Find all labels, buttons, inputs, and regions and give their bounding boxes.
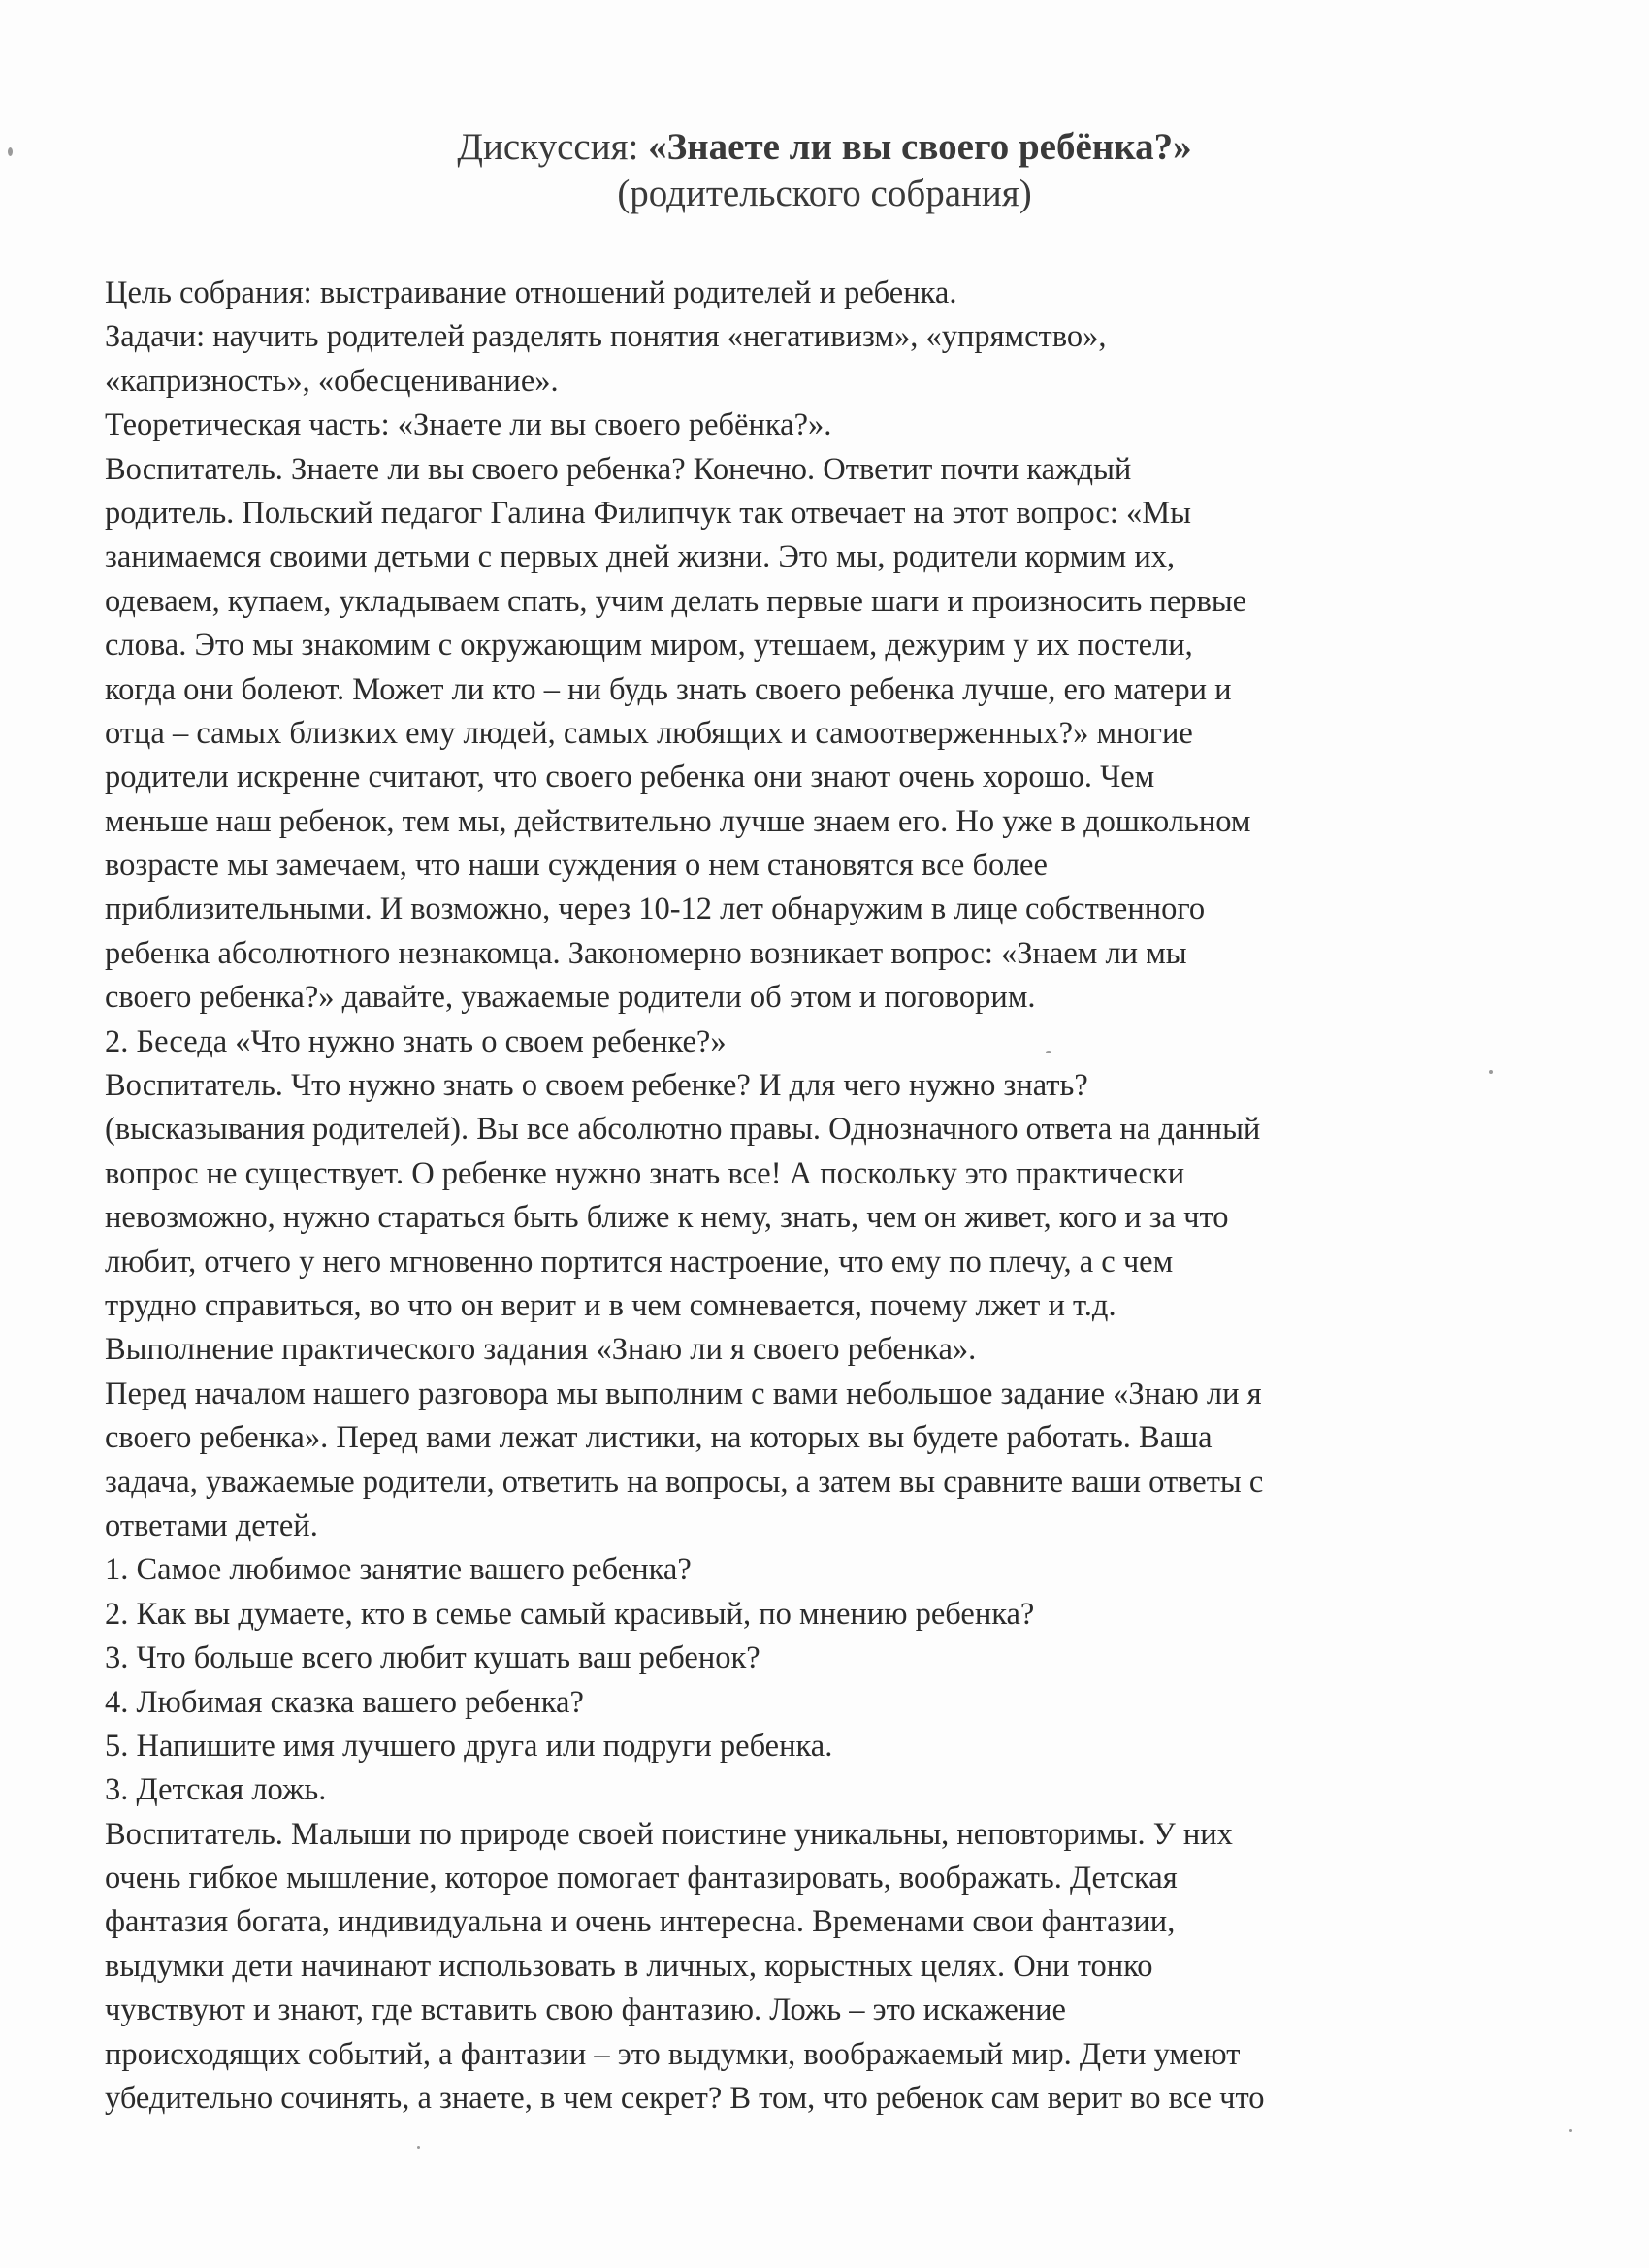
text-line: Воспитатель. Что нужно знать о своем ребенке? И для чего нужно знать? <box>105 1068 1088 1104</box>
text-line: 5. Напишите имя лучшего друга или подруги ребенка. <box>105 1728 833 1764</box>
text-line: вопрос не существует. О ребенке нужно знать все! А поскольку это практически <box>105 1155 1185 1191</box>
text-line: происходящих событий, а фантазии – это выдумки, воображаемый мир. Дети умеют <box>105 2036 1241 2072</box>
text-line: Задачи: научить родителей разделять понятия «негативизм», «упрямство», <box>105 319 1107 355</box>
text-line: отца – самых близких ему людей, самых любящих и самоотверженных?» многие <box>105 715 1193 751</box>
text-line: ответами детей. <box>105 1507 318 1543</box>
text-line: родитель. Польский педагог Галина Филипчук так отвечает на этот вопрос: «Мы <box>105 495 1191 531</box>
text-line: любит, отчего у него мгновенно портится настроение, что ему по плечу, а с чем <box>105 1244 1174 1280</box>
text-line: невозможно, нужно стараться быть ближе к нему, знать, чем он живет, кого и за что <box>105 1200 1229 1236</box>
text-line: своего ребенка». Перед вами лежат листики, на которых вы будете работать. Ваша <box>105 1420 1212 1456</box>
text-line: слова. Это мы знакомим с окружающим миром, утешаем, дежурим у их постели, <box>105 628 1193 664</box>
text-line: 3. Детская ложь. <box>105 1772 327 1808</box>
title-prefix: Дискуссия: <box>457 126 649 168</box>
text-line: одеваем, купаем, укладываем спать, учим делать первые шаги и произносить первые <box>105 583 1247 619</box>
text-line: меньше наш ребенок, тем мы, действительно лучше знаем его. Но уже в дошкольном <box>105 803 1251 839</box>
text-line: когда они болеют. Может ли кто – ни будь знать своего ребенка лучше, его матери и <box>105 671 1232 707</box>
text-line: Воспитатель. Знаете ли вы своего ребенка? Конечно. Ответит почти каждый <box>105 451 1132 487</box>
text-line: (высказывания родителей). Вы все абсолютно правы. Однозначного ответа на данный <box>105 1112 1261 1148</box>
scan-speck <box>1046 1051 1051 1053</box>
text-line: Теоретическая часть: «Знаете ли вы своего ребёнка?». <box>105 407 832 443</box>
text-line: родители искренне считают, что своего ребенка они знают очень хорошо. Чем <box>105 760 1155 795</box>
text-line: своего ребенка?» давайте, уважаемые родители об этом и поговорим. <box>105 980 1036 1016</box>
text-line: занимаемся своими детьми с первых дней жизни. Это мы, родители кормим их, <box>105 539 1176 575</box>
text-line: 2. Беседа «Что нужно знать о своем ребенке?» <box>105 1023 727 1059</box>
text-line: фантазия богата, индивидуальна и очень интересна. Временами свои фантазии, <box>105 1904 1176 1940</box>
scan-speck <box>417 2146 420 2149</box>
text-line: возрасте мы замечаем, что наши суждения о нем становятся все более <box>105 848 1048 884</box>
text-line: Выполнение практического задания «Знаю ли я своего ребенка». <box>105 1332 977 1368</box>
text-line: ребенка абсолютного незнакомца. Закономерно возникает вопрос: «Знаем ли мы <box>105 935 1187 971</box>
text-line: Воспитатель. Малыши по природе своей поистине уникальны, неповторимы. У них <box>105 1816 1233 1852</box>
document-title <box>0 124 1649 171</box>
scan-speck <box>1489 1070 1493 1074</box>
scan-speck <box>8 147 13 156</box>
scan-speck <box>1569 2129 1572 2132</box>
text-line: задача, уважаемые родители, ответить на вопросы, а затем вы сравните ваши ответы с <box>105 1464 1264 1500</box>
text-line: чувствуют и знают, где вставить свою фантазию. Ложь – это искажение <box>105 1993 1066 2028</box>
text-line: 1. Самое любимое занятие вашего ребенка? <box>105 1552 692 1588</box>
text-line: приблизительными. И возможно, через 10-12 лет обнаружим в лице собственного <box>105 891 1206 927</box>
text-line: убедительно сочинять, а знаете, в чем секрет? В том, что ребенок сам верит во все что <box>105 2081 1265 2117</box>
text-line: трудно справиться, во что он верит и в чем сомневается, почему лжет и т.д. <box>105 1287 1116 1323</box>
text-line: 2. Как вы думаете, кто в семье самый красивый, по мнению ребенка? <box>105 1596 1035 1632</box>
document-body <box>105 272 1560 2121</box>
text-line: очень гибкое мышление, которое помогает фантазировать, воображать. Детская <box>105 1861 1178 1896</box>
text-line: выдумки дети начинают использовать в личных, корыстных целях. Они тонко <box>105 1948 1153 1984</box>
text-line: 4. Любимая сказка вашего ребенка? <box>105 1684 584 1720</box>
document-subtitle: (родительского собрания) <box>617 173 1032 214</box>
text-line: Перед началом нашего разговора мы выполним с вами небольшое задание «Знаю ли я <box>105 1376 1262 1411</box>
title-block <box>0 124 1649 217</box>
text-line: 3. Что больше всего любит кушать ваш ребенок? <box>105 1640 760 1676</box>
title-emphasis: «Знаете ли вы своего ребёнка?» <box>648 126 1192 168</box>
text-line: «капризность», «обесценивание». <box>105 363 559 399</box>
text-line: Цель собрания: выстраивание отношений родителей и ребенка. <box>105 275 957 310</box>
